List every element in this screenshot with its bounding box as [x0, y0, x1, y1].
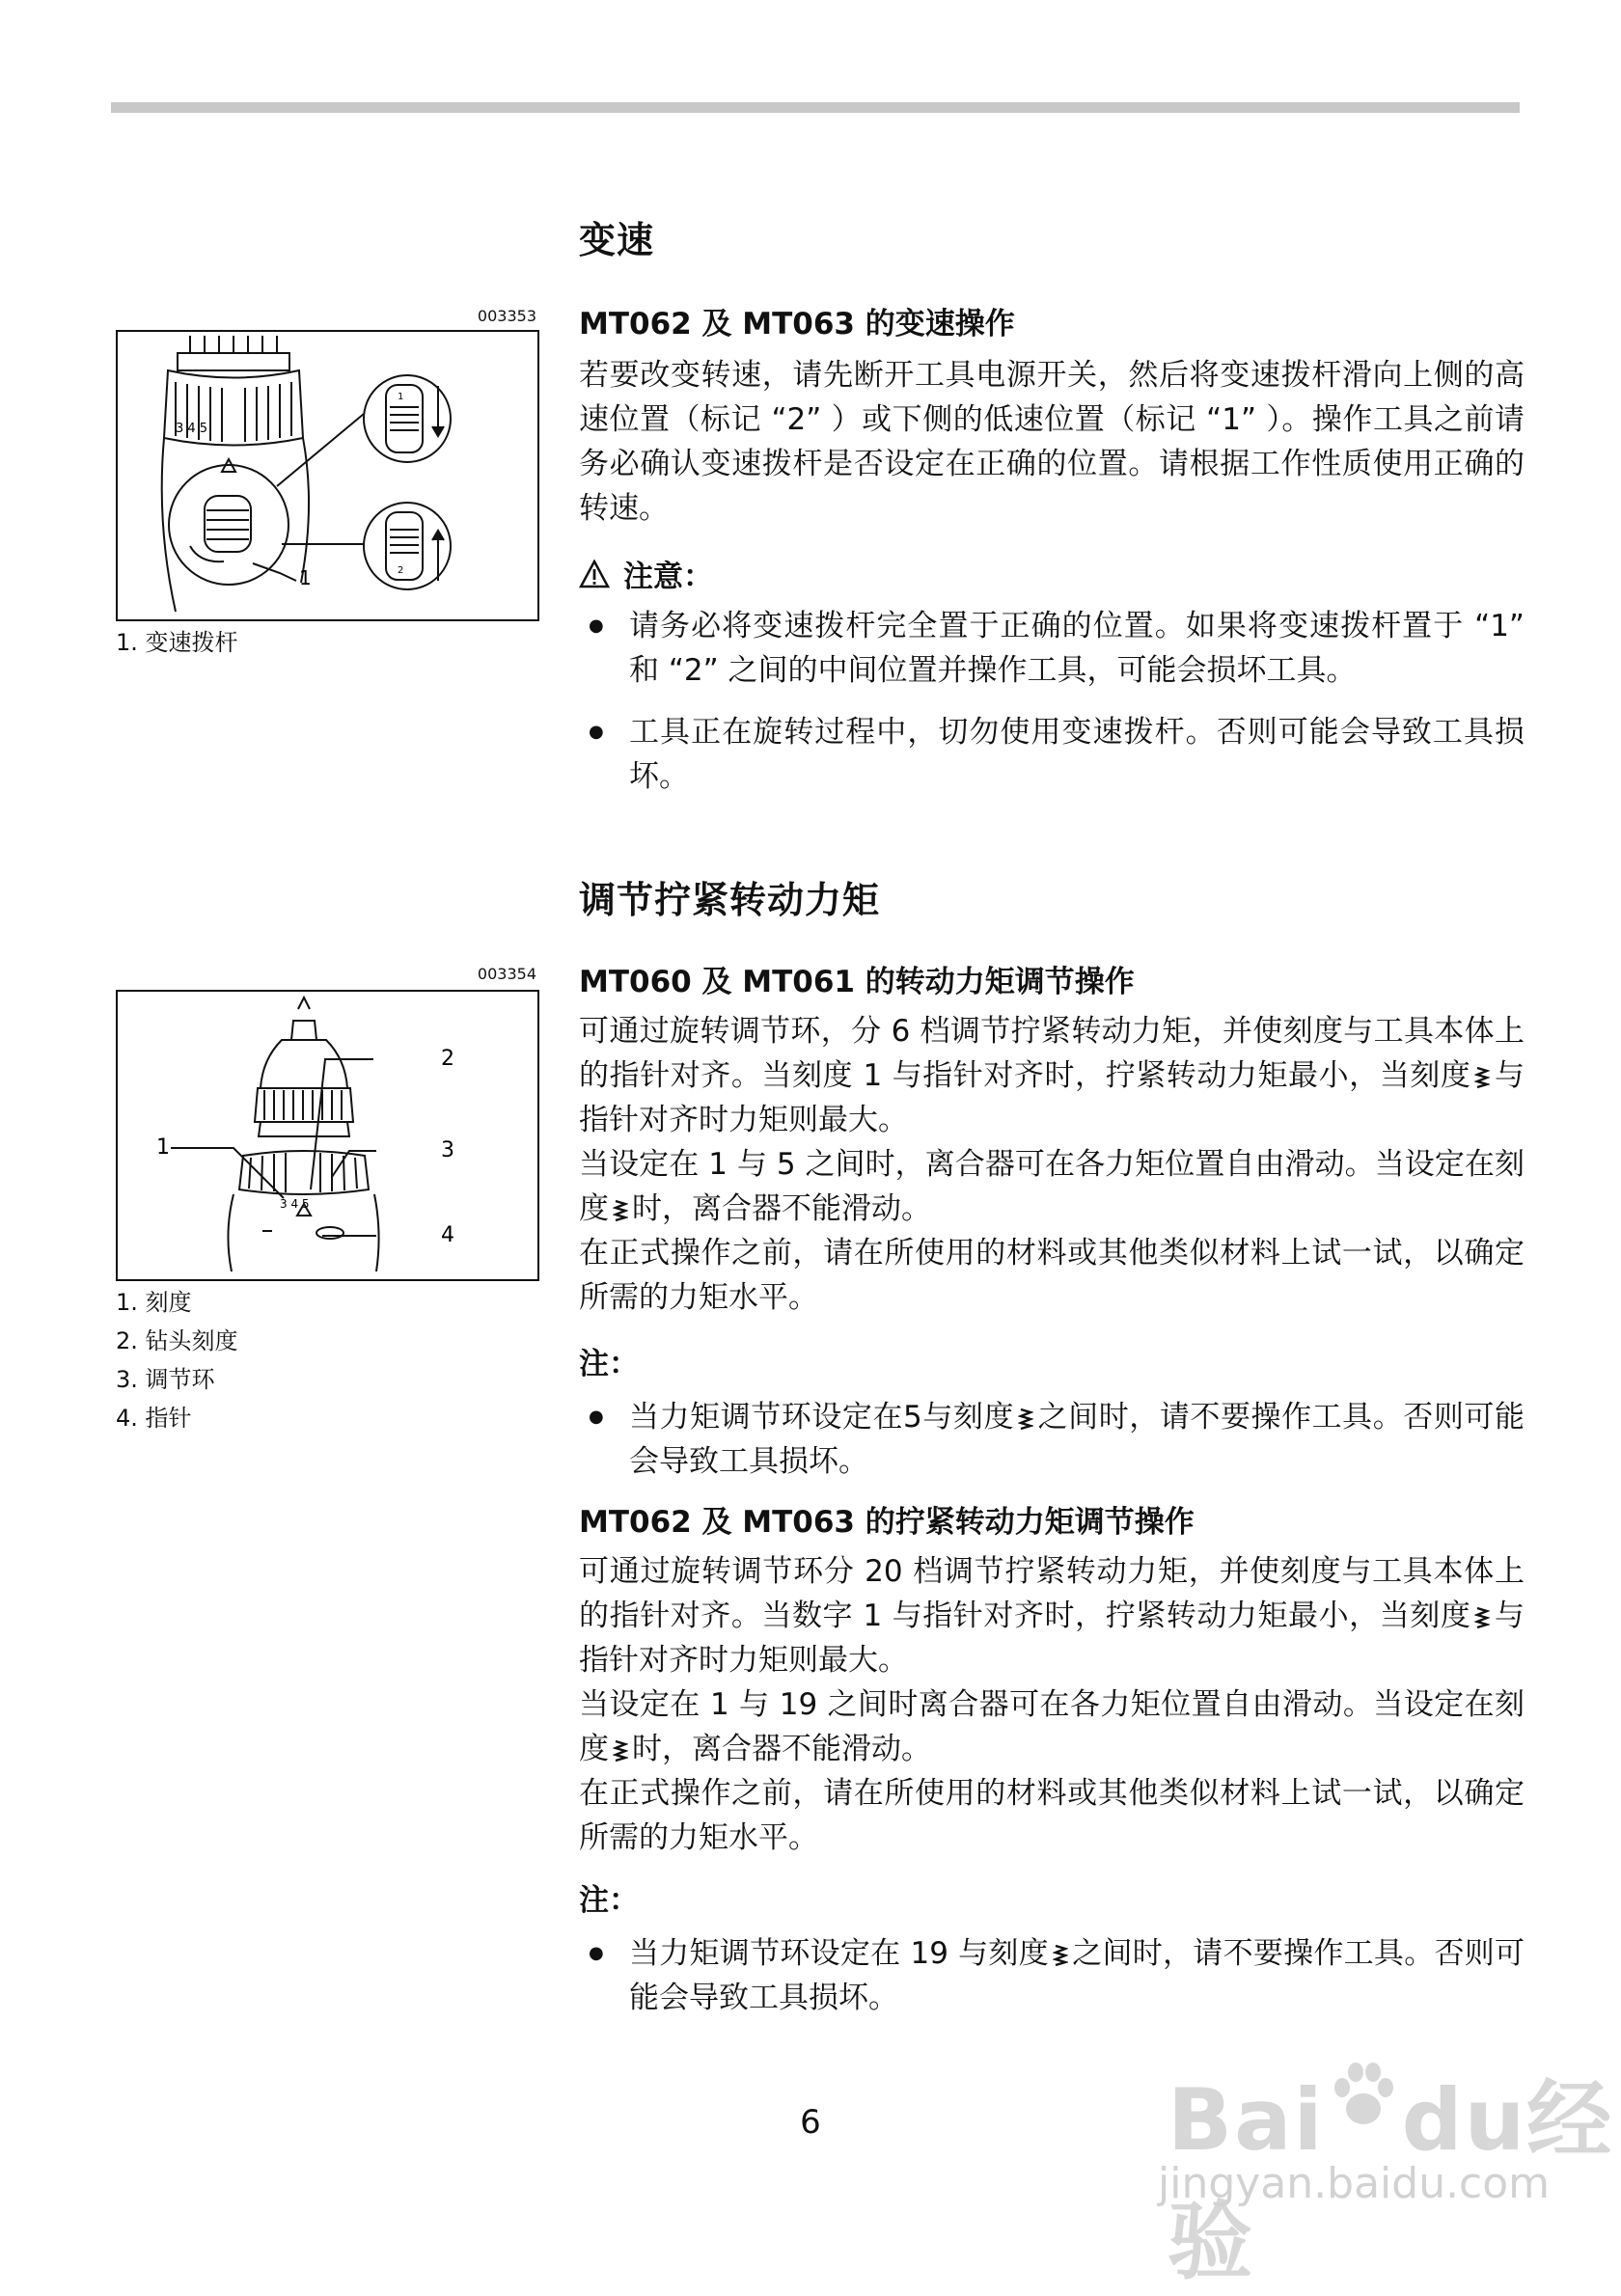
- figure2-callout-1: 1: [156, 1135, 170, 1160]
- figure2-captions: [116, 1283, 238, 1437]
- torque-b-line1: 可通过旋转调节环分 20 档调节拧紧转动力矩，并使刻度与工具本体上的指针对齐。当数字 1 与指针对齐时，拧紧转动力矩最小，当刻度: [579, 1554, 1525, 1633]
- page-number: 6: [800, 2103, 821, 2142]
- figure1-caption: 1. 变速拨杆: [116, 629, 238, 656]
- torque-b-line1b: 与指针对齐时力矩则最大。: [579, 1599, 1525, 1678]
- note-list-b: [579, 1931, 1525, 2020]
- figure2-caption: 3. 调节环: [116, 1366, 215, 1393]
- note-label-b: 注：: [579, 1883, 639, 1918]
- torque-b-paragraph: [579, 1549, 1525, 1860]
- figure2-illustration: [118, 992, 537, 1279]
- subsection-title-torque-b: MT062 及 MT063 的拧紧转动力矩调节操作: [579, 1505, 1195, 1540]
- torque-a-line2: 当设定在 1 与 5 之间时，离合器可在各力矩位置自由滑动。当设定在刻度: [579, 1147, 1525, 1226]
- figure2-code: 003354: [477, 965, 536, 983]
- spring-mark-icon: [1053, 1943, 1068, 1968]
- section-title-speed: 变速: [579, 219, 655, 261]
- watermark-brand: Bai du经验: [1168, 2053, 1621, 2296]
- subsection-title-torque-a: MT060 及 MT061 的转动力矩调节操作: [579, 965, 1135, 999]
- torque-a-line2b: 时，离合器不能滑动。: [632, 1191, 931, 1226]
- note-heading-b: [579, 1875, 1525, 1919]
- figure2-callout-3: 3: [441, 1138, 454, 1162]
- torque-b-line2: 当设定在 1 与 19 之间时离合器可在各力矩位置自由滑动。当设定在刻度: [579, 1687, 1525, 1766]
- subsection-title-speed-op: MT062 及 MT063 的变速操作: [579, 307, 1015, 342]
- caution-item: ● 请务必将变速拨杆完全置于正确的位置。如果将变速拨杆置于 “1” 和 “2” 之间的中间位置并操作工具，可能会损坏工具。: [579, 604, 1525, 693]
- figure2-scale: 3 4 5: [280, 1197, 310, 1211]
- torque-a-line3: 在正式操作之前，请在所使用的材料或其他类似材料上试一试，以确定所需的力矩水平。: [579, 1236, 1525, 1315]
- figure1-drill-speed-lever: [116, 330, 539, 621]
- spring-mark-icon: [1474, 1065, 1490, 1090]
- paw-icon: [1325, 2057, 1402, 2134]
- spring-mark-icon: [1474, 1605, 1490, 1630]
- warning-triangle-icon: [579, 560, 610, 588]
- figure1-scale: 3 4 5: [176, 422, 208, 436]
- figure2-callout-4: 4: [441, 1223, 454, 1247]
- torque-a-paragraph: [579, 1009, 1525, 1320]
- section-title-torque: 调节拧紧转动力矩: [579, 879, 881, 921]
- figure2-drill-torque-ring: [116, 990, 539, 1281]
- figure2-caption: 1. 刻度: [116, 1289, 192, 1316]
- spring-mark-icon: [1018, 1407, 1033, 1432]
- figure2-caption: 4. 指针: [116, 1405, 192, 1432]
- figure2-callout-2: 2: [441, 1047, 454, 1071]
- figure2-caption: 2. 钻头刻度: [116, 1327, 238, 1354]
- note-list-a: [579, 1395, 1525, 1484]
- note-label-a: 注：: [579, 1347, 639, 1381]
- figure1-callout-1: 1: [299, 566, 312, 589]
- spring-mark-icon: [613, 1738, 628, 1763]
- figure1-captions: [116, 623, 238, 662]
- torque-a-line1: 可通过旋转调节环，分 6 档调节拧紧转动力矩，并使刻度与工具本体上的指针对齐。当刻度 1 与指针对齐时，拧紧转动力矩最小，当刻度: [579, 1014, 1525, 1093]
- lever-mark-top: 1: [398, 392, 404, 402]
- note-heading-a: [579, 1339, 1525, 1382]
- speed-paragraph: 若要改变转速，请先断开工具电源开关，然后将变速拨杆滑向上侧的高速位置（标记 “2” ）或下侧的低速位置（标记 “1” ）。操作工具之前请务必确认变速拨杆是否设定在正确的位置。请根据工作性质使用正确的转速。: [579, 358, 1525, 526]
- note-item-a: ● 当力矩调节环设定在5与刻度 之间时，请不要操作工具。否则可能会导致工具损坏。: [579, 1395, 1525, 1484]
- figure1-illustration: [118, 332, 537, 619]
- caution-heading: [579, 552, 1525, 595]
- figure1-code: 003353: [477, 307, 536, 325]
- caution-label: 注意：: [623, 560, 713, 594]
- caution-list: [579, 604, 1525, 799]
- watermark-url: jingyan.baidu.com: [1158, 2159, 1551, 2208]
- lever-mark-bottom: 2: [398, 565, 404, 576]
- spring-mark-icon: [613, 1198, 628, 1223]
- header-rule: [111, 102, 1520, 113]
- torque-b-line3: 在正式操作之前，请在所使用的材料或其他类似材料上试一试，以确定所需的力矩水平。: [579, 1776, 1525, 1855]
- torque-b-line2b: 时，离合器不能滑动。: [632, 1732, 931, 1766]
- torque-a-line1b: 与指针对齐时力矩则最大。: [579, 1058, 1525, 1137]
- caution-item: ● 工具正在旋转过程中，切勿使用变速拨杆。否则可能会导致工具损坏。: [579, 710, 1525, 799]
- note-item-b: ● 当力矩调节环设定在 19 与刻度 之间时，请不要操作工具。否则可能会导致工具损坏。: [579, 1931, 1525, 2020]
